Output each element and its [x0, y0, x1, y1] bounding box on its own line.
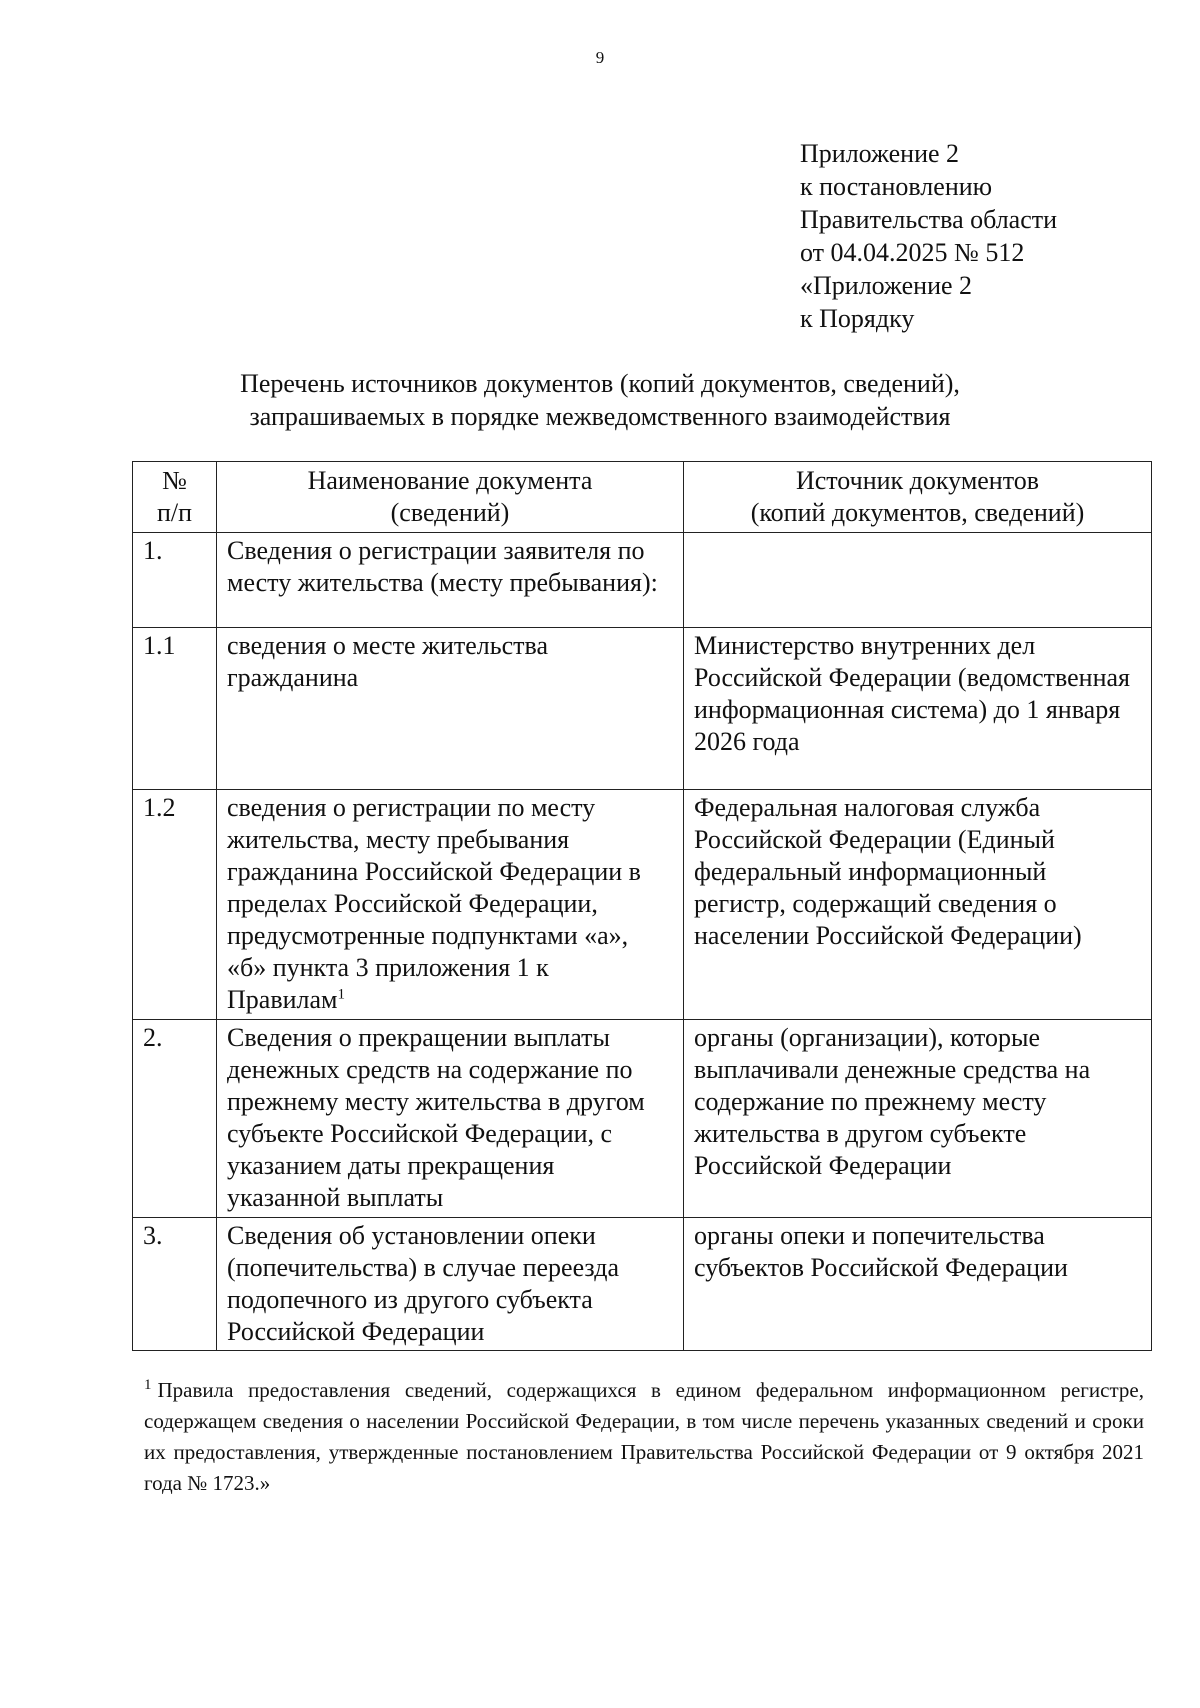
row-source: органы опеки и попечительства субъектов Российской Федерации [684, 1218, 1152, 1351]
row-document-name: Сведения об установлении опеки (попечительства) в случае переезда подопечного из другого субъекта Российской Федерации [217, 1218, 684, 1351]
appendix-line: Правительства области [800, 205, 1058, 234]
header-document-name [217, 462, 684, 533]
header-number-line: № [162, 466, 187, 495]
header-name-line: Наименование документа [307, 466, 593, 495]
header-number [133, 462, 217, 533]
row-document-name: Сведения о регистрации заявителя по месту жительства (месту пребывания): [217, 533, 684, 628]
appendix-line: к Порядку [800, 304, 915, 333]
row-number: 1.1 [133, 628, 217, 790]
header-source-line: Источник документов [795, 466, 1040, 495]
sources-table [132, 461, 1152, 1351]
page-number: 9 [595, 48, 605, 67]
row-document-name: сведения о месте жительства гражданина [217, 628, 684, 790]
header-name-line: (сведений) [390, 498, 510, 527]
appendix-line: от 04.04.2025 № 512 [800, 238, 1025, 267]
header-number-line: п/п [156, 498, 193, 527]
row-source [684, 533, 1152, 628]
row-number: 3. [133, 1218, 217, 1351]
header-source [684, 462, 1152, 533]
table-row [133, 1020, 1152, 1218]
footnote [144, 1375, 1144, 1499]
row-document-name: Сведения о прекращении выплаты денежных средств на содержание по прежнему месту жительства в другом субъекте Российской Федерации, с указанием даты прекращения указанной выплаты [217, 1020, 684, 1218]
appendix-line: Приложение 2 [800, 139, 960, 168]
table-row [133, 790, 1152, 1020]
table-row [133, 533, 1152, 628]
table-row [133, 1218, 1152, 1351]
row-number: 2. [133, 1020, 217, 1218]
appendix-block [800, 137, 1057, 335]
document-title [100, 367, 1100, 433]
footnote-mark: 1 [144, 1377, 152, 1393]
appendix-line: «Приложение 2 [800, 271, 973, 300]
header-source-line: (копий документов, сведений) [750, 498, 1085, 527]
row-document-name-text: сведения о регистрации по месту жительства, месту пребывания гражданина Российской Федерации в пределах Российской Федерации, предусмотренные подпунктами «а», «б» пункта 3 приложения 1 к Правилам [227, 793, 641, 1014]
table-row [133, 628, 1152, 790]
row-source: Министерство внутренних дел Российской Федерации (ведомственная информационная система) до 1 января 2026 года [684, 628, 1152, 790]
row-source: органы (организации), которые выплачивали денежные средства на содержание по прежнему месту жительства в другом субъекте Российской Федерации [684, 1020, 1152, 1218]
document-title-line: запрашиваемых в порядке межведомственного взаимодействия [249, 402, 951, 431]
footnote-text: Правила предоставления сведений, содержащихся в едином федеральном информационном регистре, содержащем сведения о населении Российской Федерации, в том числе перечень указанных сведений и сроки их предоставления, утвержденные постановлением Правительства Российской Федерации от 9 октября 2021 года № 1723.» [144, 1378, 1144, 1495]
row-source: Федеральная налоговая служба Российской Федерации (Единый федеральный информационный регистр, содержащий сведения о населении Российской Федерации) [684, 790, 1152, 1020]
row-number: 1.2 [133, 790, 217, 1020]
footnote-reference: 1 [337, 986, 345, 1003]
row-document-name [217, 790, 684, 1020]
row-number: 1. [133, 533, 217, 628]
table-header-row [133, 462, 1152, 533]
document-title-line: Перечень источников документов (копий документов, сведений), [240, 369, 960, 398]
appendix-line: к постановлению [800, 172, 993, 201]
